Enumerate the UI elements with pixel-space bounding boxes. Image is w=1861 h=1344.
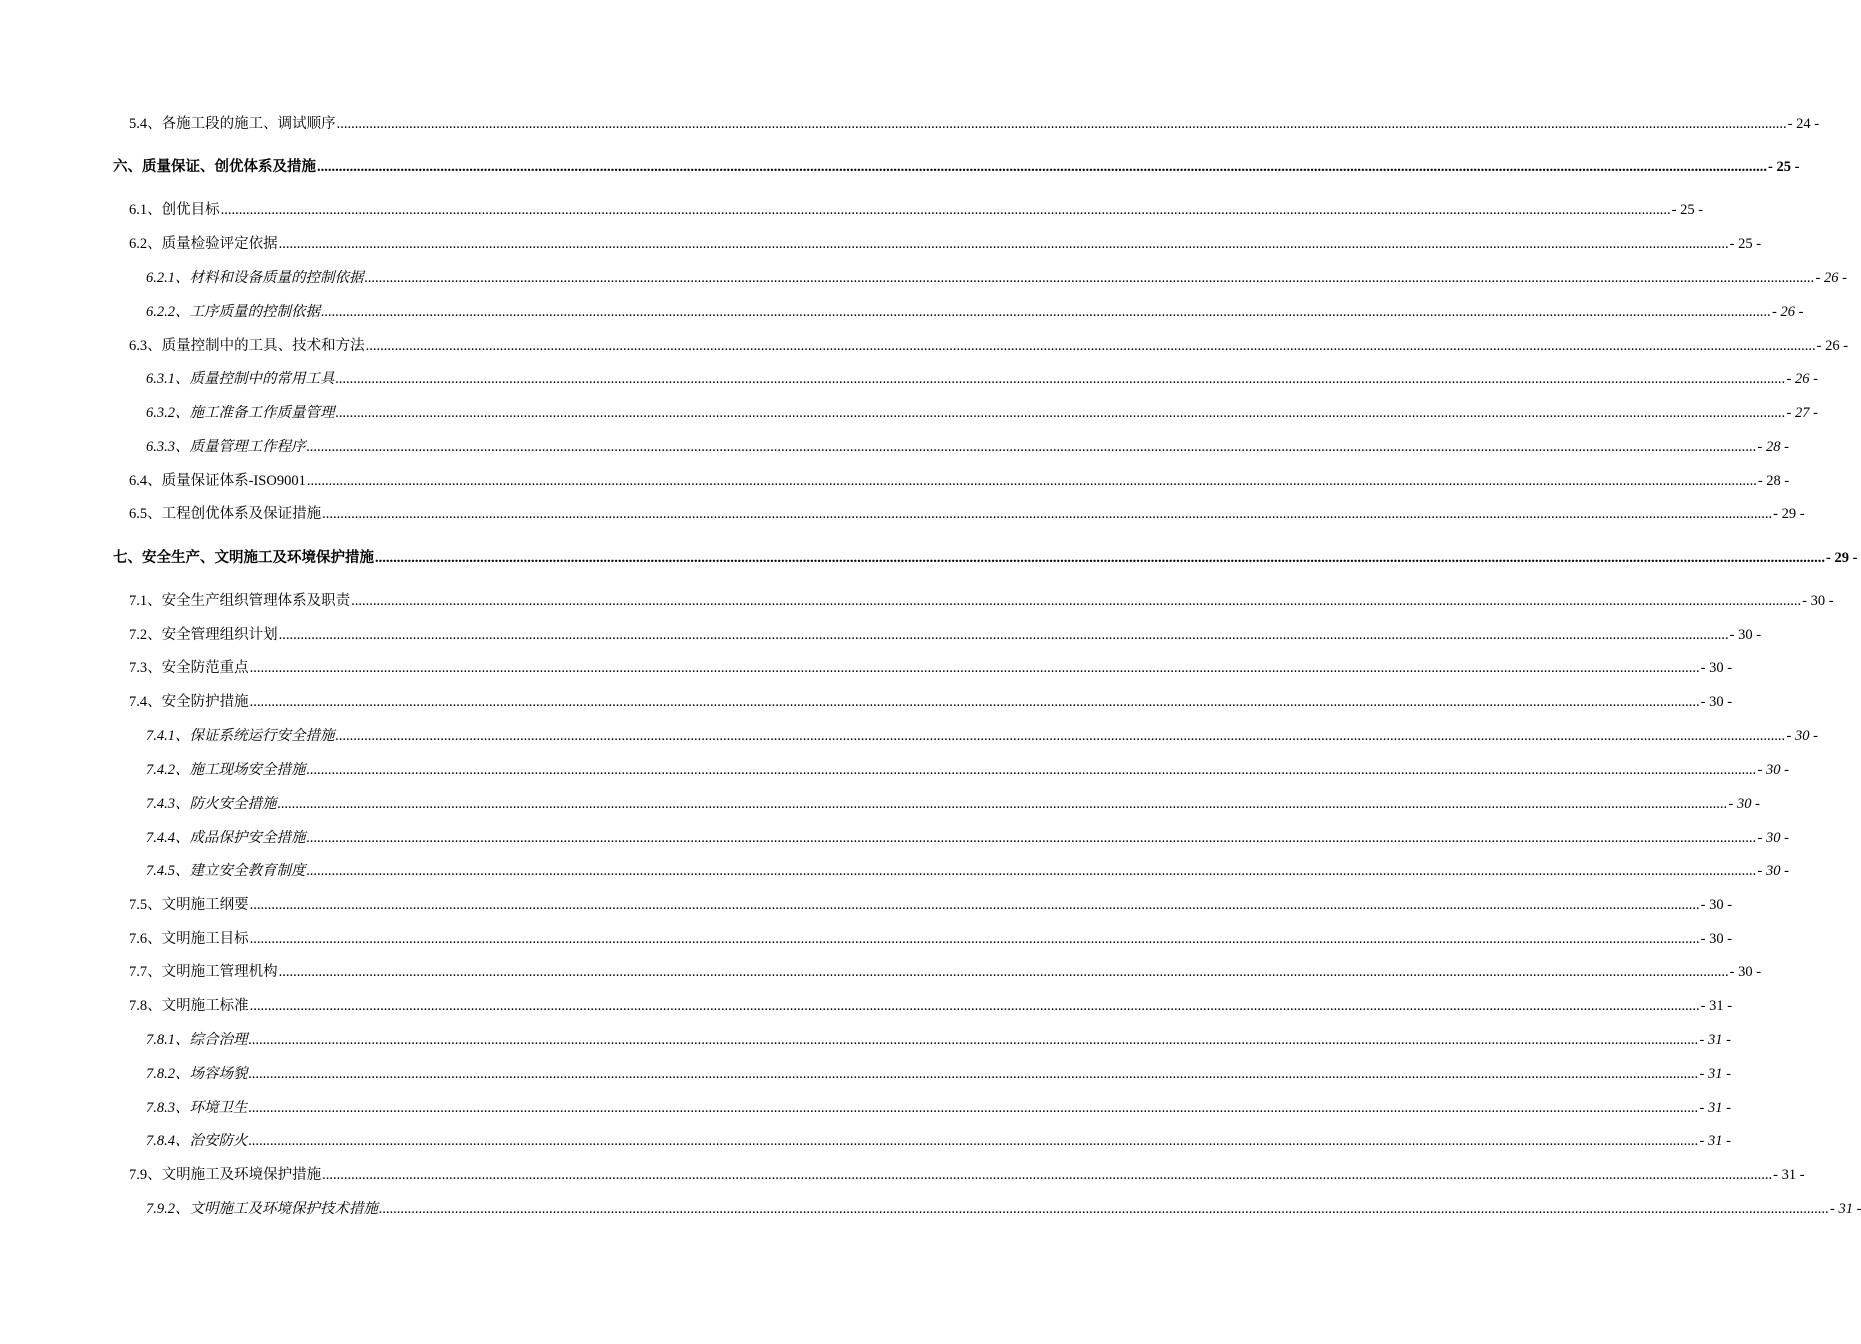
toc-entry[interactable] (146, 403, 1818, 423)
toc-leader-dots: ................................................................................................................................................................................................................................................................................................................................................................................................................ (306, 473, 1757, 489)
toc-leader-dots: ................................................................................................................................................................................................................................................................................................................................................................................................................ (249, 998, 1700, 1014)
toc-entry-label: 7.8.4、治安防火 (146, 1133, 248, 1149)
toc-entry[interactable] (146, 369, 1818, 389)
toc-entry-page: - 31 - (1773, 1167, 1805, 1183)
toc-leader-dots: ................................................................................................................................................................................................................................................................................................................................................................................................................ (379, 1201, 1829, 1217)
toc-entry-label: 7.5、文明施工纲要 (129, 897, 249, 913)
toc-leader-dots: ................................................................................................................................................................................................................................................................................................................................................................................................................ (335, 405, 1786, 421)
toc-entry-label: 7.8.3、环境卫生 (146, 1100, 248, 1116)
toc-entry-page: - 25 - (1729, 236, 1762, 252)
toc-entry-label: 7.4.4、成品保护安全措施 (146, 830, 306, 846)
toc-entry-label: 7.4、安全防护措施 (129, 694, 249, 710)
toc-entry-label: 6.5、工程创优体系及保证措施 (129, 506, 322, 522)
toc-entry-label: 7.9.2、文明施工及环境保护技术措施 (146, 1201, 378, 1217)
toc-entry-page: - 30 - (1729, 964, 1762, 980)
toc-entry-page: - 24 - (1787, 116, 1820, 132)
toc-leader-dots: ................................................................................................................................................................................................................................................................................................................................................................................................................ (306, 762, 1757, 778)
toc-entry-page: - 30 - (1700, 897, 1733, 913)
toc-entry[interactable] (129, 962, 1762, 982)
toc-entry-label: 7.4.3、防火安全措施 (146, 796, 277, 812)
toc-entry-page: - 31 - (1699, 1133, 1731, 1149)
toc-entry[interactable] (146, 437, 1789, 457)
toc-entry-page: - 30 - (1802, 593, 1834, 609)
toc-entry[interactable] (129, 504, 1805, 524)
toc-entry[interactable] (129, 625, 1762, 645)
toc-leader-dots: ................................................................................................................................................................................................................................................................................................................................................................................................................ (248, 1066, 1699, 1082)
toc-entry-page: - 26 - (1815, 270, 1847, 286)
toc-entry-page: - 26 - (1786, 371, 1818, 387)
toc-entry-label: 六、质量保证、创优体系及措施 (113, 159, 316, 175)
toc-entry-page: - 30 - (1700, 694, 1733, 710)
toc-entry-page: - 31 - (1700, 998, 1733, 1014)
toc-entry-label: 7.4.1、保证系统运行安全措施 (146, 728, 335, 744)
toc-entry-label: 6.3.3、质量管理工作程序 (146, 439, 306, 455)
toc-entry-page: - 28 - (1757, 439, 1789, 455)
toc-entry-label: 6.3.2、施工准备工作质量管理 (146, 405, 335, 421)
toc-leader-dots: ................................................................................................................................................................................................................................................................................................................................................................................................................ (317, 159, 1767, 175)
toc-entry-label: 7.8、文明施工标准 (129, 998, 249, 1014)
toc-leader-dots: ................................................................................................................................................................................................................................................................................................................................................................................................................ (248, 1133, 1699, 1149)
toc-entry-label: 6.2.2、工序质量的控制依据 (146, 304, 320, 320)
toc-entry-label: 7.8.2、场容场貌 (146, 1066, 248, 1082)
toc-entry-page: - 30 - (1700, 931, 1733, 947)
toc-leader-dots: ................................................................................................................................................................................................................................................................................................................................................................................................................ (278, 236, 1729, 252)
toc-entry-page: - 27 - (1786, 405, 1818, 421)
toc-entry-label: 6.2.1、材料和设备质量的控制依据 (146, 270, 364, 286)
toc-leader-dots: ................................................................................................................................................................................................................................................................................................................................................................................................................ (278, 627, 1729, 643)
toc-entry[interactable] (129, 692, 1733, 712)
toc-entry-page: - 30 - (1757, 830, 1789, 846)
toc-entry-label: 7.8.1、综合治理 (146, 1032, 248, 1048)
toc-leader-dots: ................................................................................................................................................................................................................................................................................................................................................................................................................ (364, 270, 1815, 286)
toc-entry[interactable] (113, 548, 1858, 568)
toc-entry-page: - 30 - (1757, 863, 1789, 879)
toc-entry[interactable] (146, 794, 1760, 814)
toc-leader-dots: ................................................................................................................................................................................................................................................................................................................................................................................................................ (322, 506, 1773, 522)
toc-entry-label: 7.9、文明施工及环境保护措施 (129, 1167, 322, 1183)
toc-entry[interactable] (146, 726, 1818, 746)
toc-leader-dots: ................................................................................................................................................................................................................................................................................................................................................................................................................ (249, 660, 1700, 676)
toc-entry[interactable] (146, 828, 1789, 848)
toc-entry-page: - 30 - (1757, 762, 1789, 778)
toc-leader-dots: ................................................................................................................................................................................................................................................................................................................................................................................................................ (321, 304, 1771, 320)
toc-entry-label: 七、安全生产、文明施工及环境保护措施 (113, 550, 374, 566)
toc-entry-label: 6.2、质量检验评定依据 (129, 236, 278, 252)
toc-leader-dots: ................................................................................................................................................................................................................................................................................................................................................................................................................ (336, 116, 1787, 132)
toc-entry-label: 7.1、安全生产组织管理体系及职责 (129, 593, 351, 609)
toc-entry[interactable] (129, 996, 1733, 1016)
toc-entry[interactable] (129, 591, 1834, 611)
toc-leader-dots: ................................................................................................................................................................................................................................................................................................................................................................................................................ (306, 863, 1757, 879)
toc-entry[interactable] (146, 1030, 1731, 1050)
toc-leader-dots: ................................................................................................................................................................................................................................................................................................................................................................................................................ (278, 964, 1729, 980)
toc-entry-page: - 29 - (1826, 550, 1858, 566)
toc-entry-label: 6.1、创优目标 (129, 202, 220, 218)
toc-entry[interactable] (146, 1064, 1731, 1084)
toc-entry-page: - 30 - (1786, 728, 1818, 744)
toc-entry[interactable] (129, 895, 1733, 915)
toc-entry[interactable] (129, 200, 1704, 220)
toc-leader-dots: ................................................................................................................................................................................................................................................................................................................................................................................................................ (248, 1100, 1699, 1116)
toc-entry[interactable] (129, 336, 1849, 356)
toc-entry-page: - 26 - (1772, 304, 1804, 320)
toc-leader-dots: ................................................................................................................................................................................................................................................................................................................................................................................................................ (277, 796, 1728, 812)
toc-entry-page: - 30 - (1728, 796, 1760, 812)
toc-entry-page: - 25 - (1768, 159, 1800, 175)
toc-entry-label: 6.3、质量控制中的工具、技术和方法 (129, 338, 365, 354)
toc-entry[interactable] (146, 1131, 1731, 1151)
toc-entry-label: 7.7、文明施工管理机构 (129, 964, 278, 980)
toc-entry[interactable] (113, 157, 1800, 177)
toc-entry[interactable] (129, 929, 1733, 949)
toc-entry[interactable] (146, 760, 1789, 780)
toc-entry-page: - 26 - (1816, 338, 1849, 354)
toc-entry[interactable] (146, 1098, 1731, 1118)
toc-entry[interactable] (146, 268, 1847, 288)
toc-leader-dots: ................................................................................................................................................................................................................................................................................................................................................................................................................ (375, 550, 1825, 566)
toc-entry[interactable] (129, 114, 1820, 134)
toc-entry-page: - 28 - (1757, 473, 1790, 489)
toc-entry[interactable] (129, 1165, 1805, 1185)
toc-entry-page: - 29 - (1773, 506, 1805, 522)
toc-leader-dots: ................................................................................................................................................................................................................................................................................................................................................................................................................ (306, 439, 1757, 455)
toc-entry-label: 7.2、安全管理组织计划 (129, 627, 278, 643)
toc-entry[interactable] (129, 471, 1790, 491)
toc-entry[interactable] (129, 234, 1762, 254)
toc-entry-page: - 31 - (1699, 1032, 1731, 1048)
toc-leader-dots: ................................................................................................................................................................................................................................................................................................................................................................................................................ (335, 728, 1786, 744)
toc-leader-dots: ................................................................................................................................................................................................................................................................................................................................................................................................................ (249, 931, 1700, 947)
toc-entry-label: 6.3.1、质量控制中的常用工具 (146, 371, 335, 387)
toc-leader-dots: ................................................................................................................................................................................................................................................................................................................................................................................................................ (351, 593, 1802, 609)
toc-entry-page: - 31 - (1699, 1066, 1731, 1082)
toc-entry-page: - 31 - (1830, 1201, 1861, 1217)
toc-entry-page: - 25 - (1671, 202, 1704, 218)
toc-entry-label: 7.4.2、施工现场安全措施 (146, 762, 306, 778)
toc-leader-dots: ................................................................................................................................................................................................................................................................................................................................................................................................................ (248, 1032, 1699, 1048)
toc-entry-label: 7.6、文明施工目标 (129, 931, 249, 947)
toc-entry-page: - 30 - (1729, 627, 1762, 643)
toc-entry[interactable] (146, 1199, 1861, 1219)
toc-entry-label: 5.4、各施工段的施工、调试顺序 (129, 116, 336, 132)
toc-entry-label: 6.4、质量保证体系-ISO9001 (129, 473, 306, 489)
toc-entry[interactable] (146, 861, 1789, 881)
toc-entry-label: 7.4.5、建立安全教育制度 (146, 863, 306, 879)
toc-entry-page: - 30 - (1700, 660, 1733, 676)
toc-entry-page: - 31 - (1699, 1100, 1731, 1116)
toc-leader-dots: ................................................................................................................................................................................................................................................................................................................................................................................................................ (365, 338, 1816, 354)
toc-entry-label: 7.3、安全防范重点 (129, 660, 249, 676)
toc-leader-dots: ................................................................................................................................................................................................................................................................................................................................................................................................................ (249, 694, 1700, 710)
toc-entry[interactable] (129, 658, 1733, 678)
toc-leader-dots: ................................................................................................................................................................................................................................................................................................................................................................................................................ (306, 830, 1757, 846)
toc-leader-dots: ................................................................................................................................................................................................................................................................................................................................................................................................................ (322, 1167, 1773, 1183)
toc-leader-dots: ................................................................................................................................................................................................................................................................................................................................................................................................................ (249, 897, 1700, 913)
toc-leader-dots: ................................................................................................................................................................................................................................................................................................................................................................................................................ (335, 371, 1786, 387)
toc-leader-dots: ................................................................................................................................................................................................................................................................................................................................................................................................................ (220, 202, 1671, 218)
toc-entry[interactable] (146, 302, 1804, 322)
